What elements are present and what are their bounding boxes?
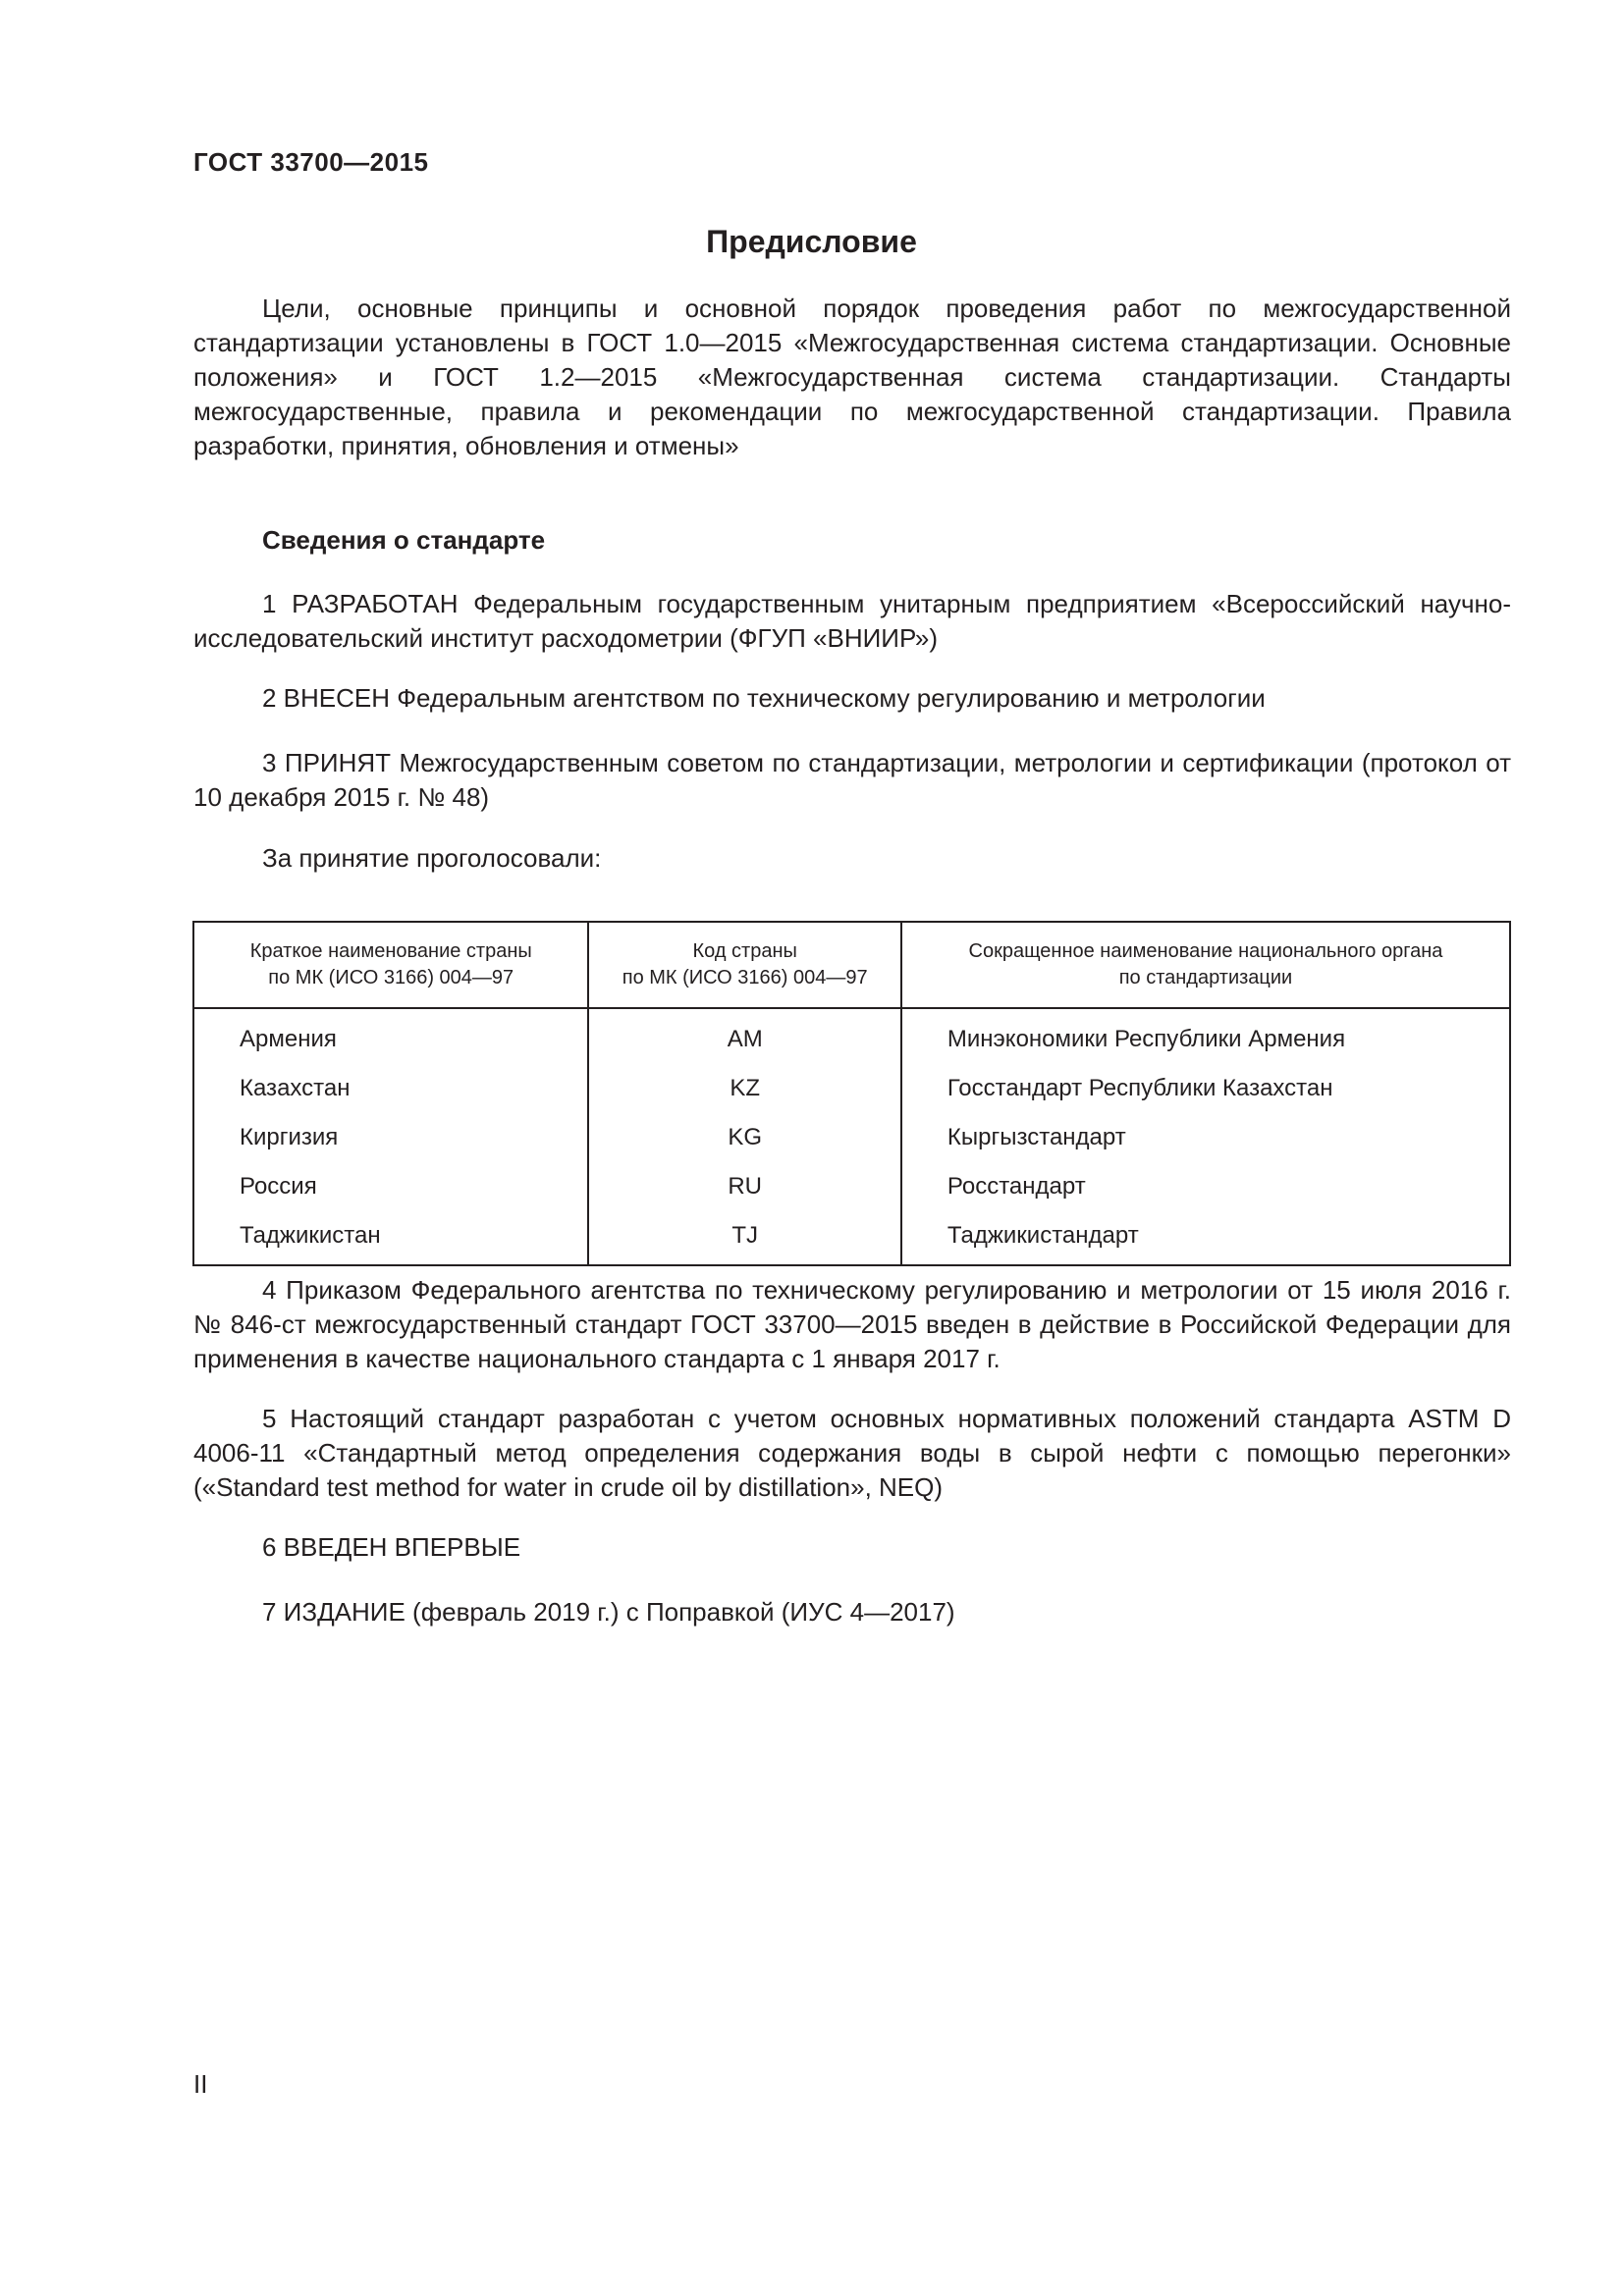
cell-country: Россия <box>193 1162 588 1211</box>
cell-body: Минэкономики Республики Армения <box>947 1026 1346 1052</box>
cell-body: Кыргызстандарт <box>947 1124 1126 1150</box>
cell-code: KG <box>588 1113 900 1162</box>
voted-label: За принятие проголосовали: <box>262 843 602 873</box>
page-title: Предисловие <box>706 224 917 259</box>
header-country: Краткое наименование страны по МК (ИСО 3166) 004—97 <box>193 922 588 1008</box>
header-code: Код страны по МК (ИСО 3166) 004—97 <box>588 922 900 1008</box>
item-introduced: 2 ВНЕСЕН Федеральным агентством по техническому регулированию и метрологии <box>262 683 1266 713</box>
cell-code: AM <box>588 1008 900 1064</box>
cell-body: Таджикистандарт <box>947 1222 1139 1249</box>
item-basis: 5 Настоящий стандарт разработан с учетом основных нормативных положений стандарта ASTM D 4006-11 «Стандартный метод определения содержания воды в сырой нефти с помощью перегонки» («Standard test method for water in crude oil by distillation», NEQ) <box>193 1404 1511 1502</box>
intro-paragraph: Цели, основные принципы и основной порядок проведения работ по межгосударственной стандартизации установлены в ГОСТ 1.0—2015 «Межгосударственная система стандартизации. Основные положения» и ГОСТ 1.2—2015 «Межгосударственная система стандартизации. Стандарты межгосударственные, правила и рекомендации по межгосударственной стандартизации. Правила разработки, принятия, обновления и отмены» <box>193 294 1511 460</box>
cell-code: KZ <box>588 1064 900 1113</box>
item-first: 6 ВВЕДЕН ВПЕРВЫЕ <box>262 1532 521 1562</box>
item-adopted: 3 ПРИНЯТ Межгосударственным советом по стандартизации, метрологии и сертификации (протокол от 10 декабря 2015 г. № 48) <box>193 748 1511 812</box>
table-row <box>193 1113 1510 1162</box>
cell-code: TJ <box>588 1211 900 1265</box>
cell-code: RU <box>588 1162 900 1211</box>
item-edition: 7 ИЗДАНИЕ (февраль 2019 г.) с Поправкой (ИУС 4—2017) <box>262 1597 955 1627</box>
info-heading: Сведения о стандарте <box>262 525 546 555</box>
voting-table <box>192 921 1511 1266</box>
document-code: ГОСТ 33700—2015 <box>193 147 429 177</box>
cell-country: Киргизия <box>193 1113 588 1162</box>
table-row <box>193 1008 1510 1064</box>
item-developed: 1 РАЗРАБОТАН Федеральным государственным унитарным предприятием «Всероссийский научно-исследовательский институт расходометрии (ФГУП «ВНИИР») <box>193 589 1511 653</box>
cell-country: Армения <box>193 1008 588 1064</box>
table-header-row <box>193 922 1510 1008</box>
item-order: 4 Приказом Федерального агентства по техническому регулированию и метрологии от 15 июля 2016 г. № 846-ст межгосударственный стандарт ГОСТ 33700—2015 введен в действие в Российской Федерации для применения в качестве национального стандарта с 1 января 2017 г. <box>193 1275 1511 1373</box>
table-row <box>193 1064 1510 1113</box>
table-row <box>193 1211 1510 1265</box>
cell-country: Казахстан <box>193 1064 588 1113</box>
table-row <box>193 1162 1510 1211</box>
cell-body: Госстандарт Республики Казахстан <box>947 1075 1333 1101</box>
header-body: Сокращенное наименование национального органа по стандартизации <box>901 922 1510 1008</box>
cell-country: Таджикистан <box>193 1211 588 1265</box>
cell-body: Росстандарт <box>947 1173 1086 1200</box>
page-number: II <box>193 2069 208 2099</box>
